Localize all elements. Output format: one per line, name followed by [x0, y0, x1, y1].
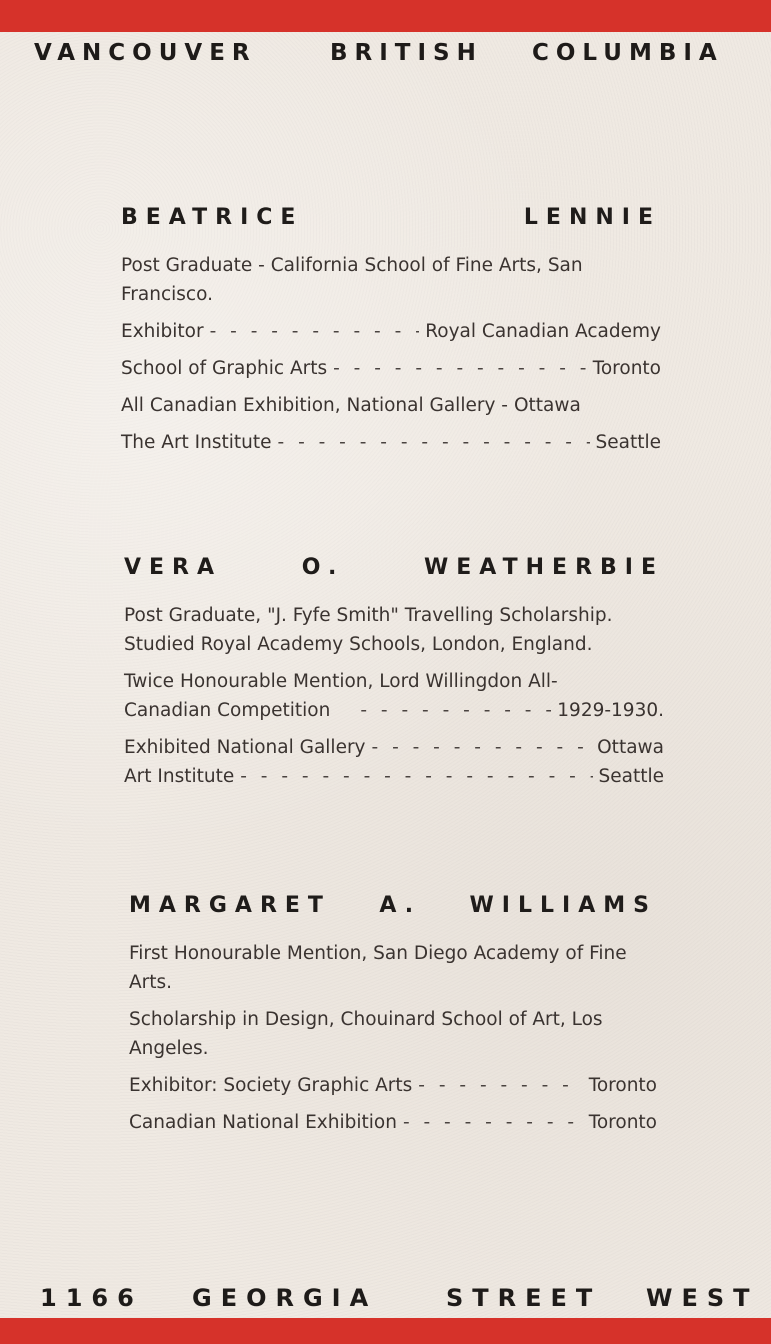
entry-location: Seattle	[598, 766, 664, 787]
entry-label: School of Graphic Arts	[121, 358, 328, 379]
entry-label: Canadian Competition	[124, 700, 331, 721]
dot-leader	[360, 696, 551, 725]
header-word-vancouver: VANCOUVER	[34, 40, 257, 66]
header-word-columbia: COLUMBIA	[532, 40, 724, 66]
artist-section-vera-weatherbie	[124, 553, 664, 799]
entry-label: Exhibited National Gallery	[124, 737, 366, 758]
artist-name	[129, 891, 657, 921]
entry-location: Toronto	[588, 1075, 657, 1096]
entry-label: The Art Institute	[121, 432, 272, 453]
artist-name-word: WILLIAMS	[469, 893, 657, 918]
dot-leader	[403, 1108, 583, 1137]
artist-name-word: O.	[301, 555, 345, 580]
artist-name	[121, 203, 661, 233]
exhibition-entry	[121, 317, 661, 346]
dot-leader	[372, 733, 592, 762]
entry-label: Canadian National Exhibition	[129, 1112, 397, 1133]
credential-paragraph: Post Graduate, "J. Fyfe Smith" Travelling Scholarship. Studied Royal Academy Schools, London, England.	[124, 605, 613, 655]
exhibition-entry	[124, 762, 664, 791]
footer-address	[0, 1280, 771, 1316]
dot-leader	[333, 354, 587, 383]
dot-leader	[418, 1071, 582, 1100]
entry-label: All Canadian Exhibition, National Gallery -	[121, 395, 508, 416]
exhibition-entry	[121, 391, 661, 420]
entry-location: Ottawa	[597, 737, 664, 758]
footer-word-number: 1166	[40, 1284, 143, 1312]
entry-location: 1929-1930.	[557, 700, 664, 721]
artist-name-word: MARGARET	[129, 893, 331, 918]
artist-name-word: A.	[379, 893, 422, 918]
artist-section-beatrice-lennie	[121, 203, 661, 465]
dot-leader	[278, 428, 590, 457]
footer-word-street: STREET	[446, 1284, 602, 1312]
exhibition-entry	[124, 733, 664, 762]
credential-paragraph: Twice Honourable Mention, Lord Willingdon All-	[124, 671, 558, 692]
bottom-red-band	[0, 1318, 771, 1344]
artist-name-word: WEATHERBIE	[424, 555, 664, 580]
exhibition-entry	[129, 1071, 657, 1100]
exhibition-entry	[121, 354, 661, 383]
artist-section-margaret-williams	[129, 891, 657, 1145]
footer-word-georgia: GEORGIA	[192, 1284, 378, 1312]
artist-name-word: LENNIE	[523, 205, 661, 230]
entry-location: Royal Canadian Academy	[425, 321, 661, 342]
entry-label: Art Institute	[124, 766, 235, 787]
exhibition-entry	[121, 428, 661, 457]
entry-location: Toronto	[592, 358, 661, 379]
dot-leader	[210, 317, 420, 346]
footer-word-west: WEST	[646, 1284, 759, 1312]
exhibition-entry	[124, 696, 664, 725]
artist-name-word: VERA	[124, 555, 223, 580]
header-location	[0, 36, 771, 72]
entry-label: Exhibitor: Society Graphic Arts	[129, 1075, 413, 1096]
top-red-band	[0, 0, 771, 32]
entry-label: Exhibitor	[121, 321, 204, 342]
artist-name	[124, 553, 664, 583]
exhibition-entry	[129, 1108, 657, 1137]
credential-paragraph: First Honourable Mention, San Diego Academy of Fine Arts.	[129, 943, 627, 993]
entry-location: Seattle	[595, 432, 661, 453]
credential-paragraph: Post Graduate - California School of Fine Arts, San Francisco.	[121, 255, 583, 305]
dot-leader	[240, 762, 592, 791]
credential-paragraph: Scholarship in Design, Chouinard School of Art, Los Angeles.	[129, 1009, 603, 1059]
header-word-british: BRITISH	[330, 40, 483, 66]
artist-name-word: BEATRICE	[121, 205, 304, 230]
entry-location: Toronto	[588, 1112, 657, 1133]
entry-location: Ottawa	[513, 395, 581, 416]
